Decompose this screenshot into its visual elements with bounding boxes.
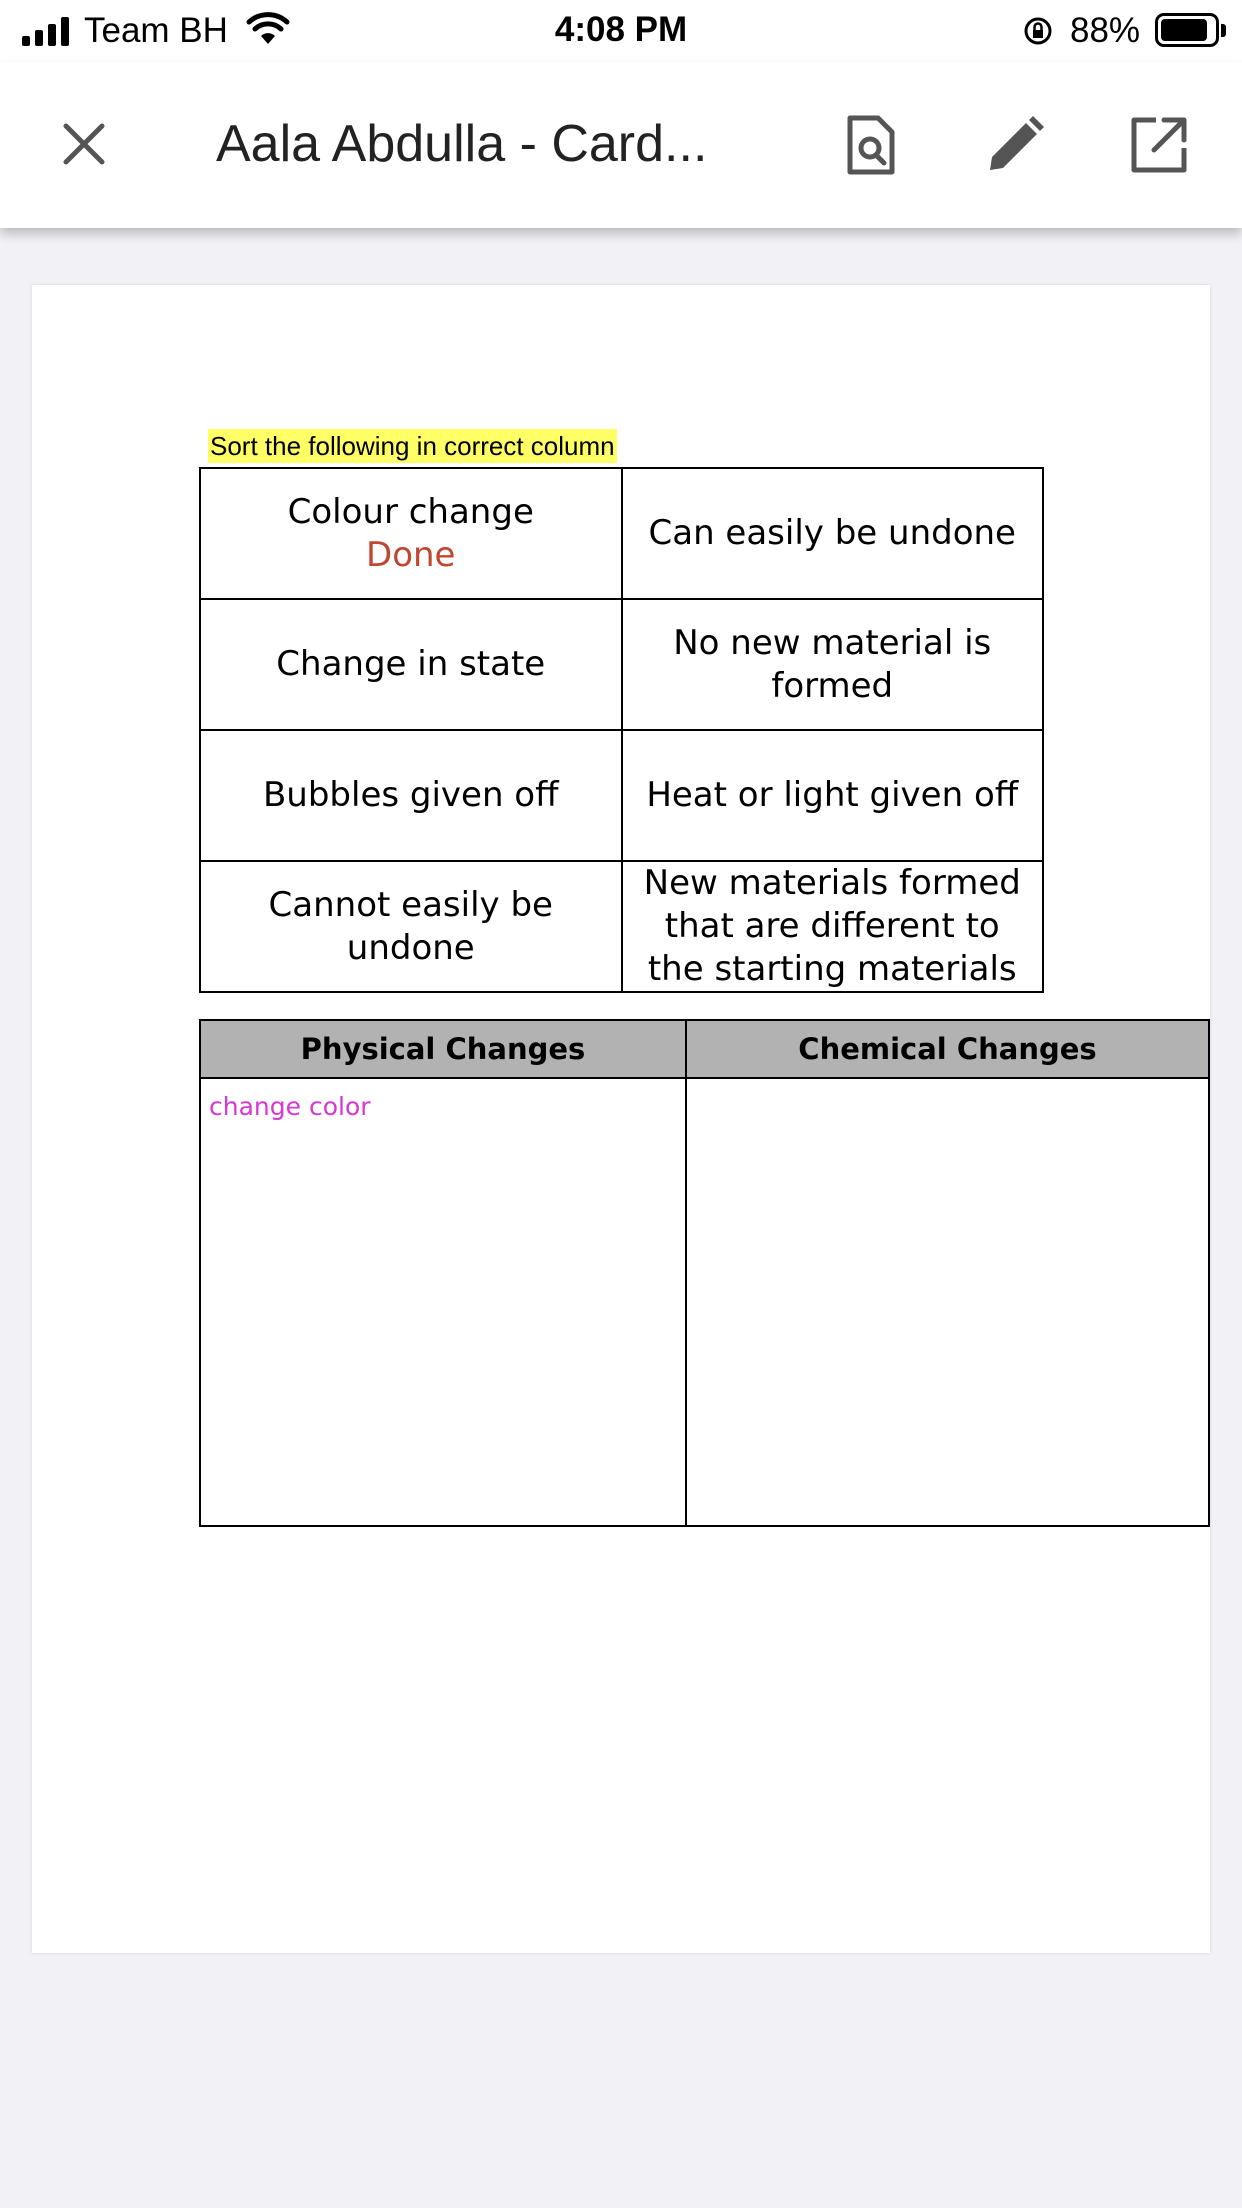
edit-pencil-icon[interactable]	[980, 110, 1050, 180]
card-cell: Change in state	[200, 599, 622, 730]
card-cell: Heat or light given off	[622, 730, 1044, 861]
table-row	[200, 599, 1043, 730]
status-time: 4:08 PM	[554, 10, 688, 49]
card-cell	[200, 468, 622, 599]
close-icon[interactable]	[56, 116, 112, 172]
viewer-toolbar	[0, 62, 1242, 228]
card-cell: New materials formed that are different to the starting materials	[622, 861, 1044, 992]
table-header-row	[200, 1020, 1209, 1078]
carrier-name: Team BH	[84, 11, 228, 50]
sort-instruction: Sort the following in correct column	[210, 431, 615, 461]
done-note: Done	[366, 534, 456, 575]
open-external-icon[interactable]	[1124, 110, 1194, 180]
card-cell: Can easily be undone	[622, 468, 1044, 599]
table-row	[200, 1078, 1209, 1526]
orientation-lock-icon	[1022, 15, 1054, 47]
battery-icon	[1155, 13, 1219, 47]
find-in-document-icon[interactable]	[836, 110, 906, 180]
card-cell: No new material is formed	[622, 599, 1044, 730]
cards-table	[199, 467, 1044, 993]
card-cell: Bubbles given off	[200, 730, 622, 861]
chemical-changes-cell	[686, 1078, 1209, 1526]
battery-percentage: 88%	[1070, 11, 1141, 50]
status-bar	[0, 0, 1242, 62]
table-row	[200, 861, 1043, 992]
table-row	[200, 730, 1043, 861]
card-cell: Cannot easily be undone	[200, 861, 622, 992]
chemical-changes-header: Chemical Changes	[686, 1020, 1209, 1078]
sort-table	[199, 1019, 1210, 1527]
card-label: Colour change	[287, 491, 534, 532]
table-row	[200, 468, 1043, 599]
physical-changes-header: Physical Changes	[200, 1020, 686, 1078]
document-title: Aala Abdulla - Card...	[216, 115, 708, 173]
battery-tip	[1221, 24, 1226, 37]
physical-changes-cell: change color	[200, 1078, 686, 1526]
